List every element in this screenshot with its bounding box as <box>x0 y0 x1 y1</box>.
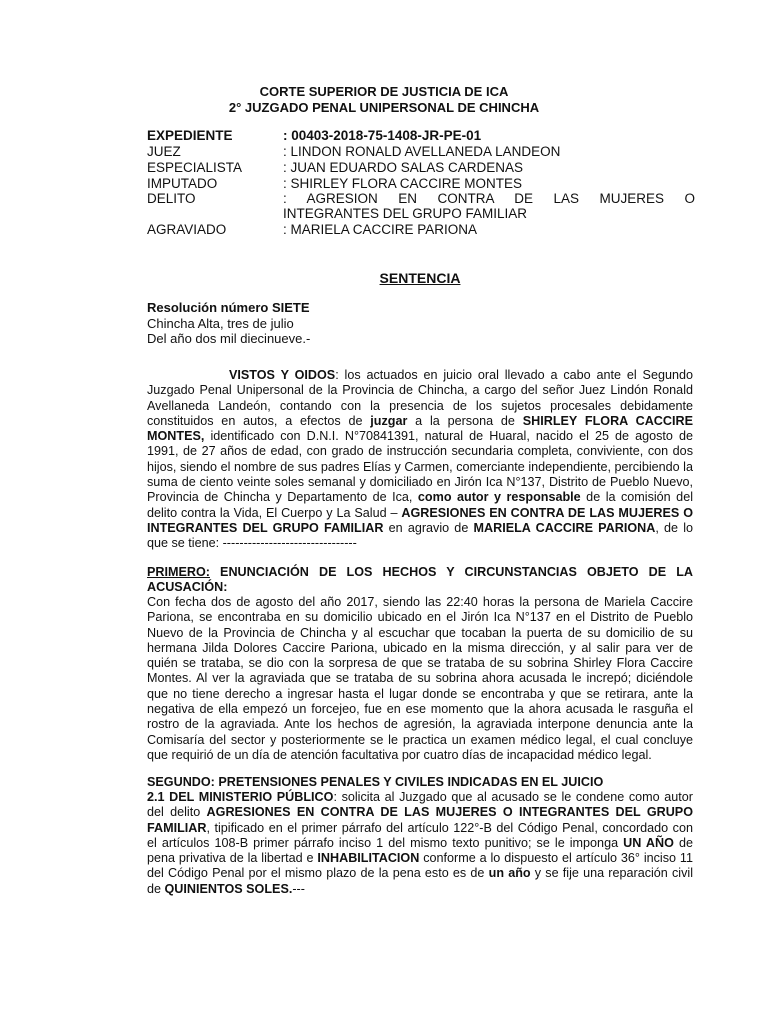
segundo-crime-name: AGRESIONES EN CONTRA DE LAS MUJERES O INTEGRANTES DEL GRUPO FAMILIAR <box>147 805 693 835</box>
segundo-text-2: , tipificado en el primer párrafo del artículo 122°-B del Código Penal, concordado con el artículos 108-B primer párrafo inciso 1 del mismo texto punitivo; se le imponga <box>147 820 693 850</box>
juez-value: : LINDON RONALD AVELLANEDA LANDEON <box>283 144 561 159</box>
especialista-value: : JUAN EDUARDO SALAS CARDENAS <box>283 160 524 175</box>
vistos-lead: VISTOS Y OIDOS <box>229 368 336 382</box>
vistos-text-3: identificado con D.N.I. N°70841391, natural de Huaral, nacido el 25 de agosto de 1991, de 27 años de edad, con grado de instrucción secundaria completa, conviviente, con dos hijos, siendo el nombre de sus padres Elías y Carmen, comerciante independiente, percibiendo la suma de ciento veinte soles semanal y domiciliado en Jirón Ica N°137, Distrito de Pueblo Nuevo, Provincia de Chincha y Departamento de Ica, <box>147 429 693 505</box>
segundo-text-6: --- <box>292 881 305 896</box>
vistos-text-2: a la persona de <box>407 413 523 428</box>
primero-heading-text: ENUNCIACIÓN DE LOS HECHOS Y CIRCUNSTANCIAS OBJETO DE LA ACUSACIÓN: <box>147 565 693 595</box>
segundo-inhabilitacion: INHABILITACION <box>317 851 420 866</box>
delito-value-line2: INTEGRANTES DEL GRUPO FAMILIAR <box>283 206 528 221</box>
segundo-term: un año <box>488 866 531 881</box>
vistos-paragraph <box>147 368 693 552</box>
vistos-victim-name: MARIELA CACCIRE PARIONA <box>473 520 656 535</box>
segundo-paragraph <box>147 790 693 897</box>
vistos-crime-name: AGRESIONES EN CONTRA DE LAS MUJERES O INTEGRANTES DEL GRUPO FAMILIAR <box>147 505 693 535</box>
primero-paragraph: Con fecha dos de agosto del año 2017, siendo las 22:40 horas la persona de Mariela Caccire Pariona, se encontraba en su domicilio ubicado en el Jirón Ica N°137 en el Distrito de Pueblo Nuevo de la Provincia de Chincha y al escuchar que tocaban la puerta de su domicilio de su hermana Jilda Dolores Caccire Pariona, ubicado en la misma dirección, y al salir para ver de quién se trataba, se dio con la sorpresa de que se trataba de su sobrina Shirley Flora Caccire Montes. Al ver la agraviada que se trataba de su sobrina ahora acusada le increpó; diciéndole que no tiene derecho a ingresar hasta el lugar donde se encontraba y que se retirara, ante la negativa de ella empezó un forcejeo, fue en ese momento que la ahora acusada le rasguña el rostro de la agraviada. Ante los hechos de agresión, la agraviada interpone denuncia ante la Comisaría del sector y posteriormente se le practica un examen médico legal, el cual concluye que requirió de un día de atención facultativa por cuatro días de incapacidad médico legal. <box>147 595 693 762</box>
document-title: SENTENCIA <box>379 270 461 286</box>
court-division: 2° JUZGADO PENAL UNIPERSONAL DE CHINCHA <box>228 100 540 115</box>
segundo-subheading: 2.1 DEL MINISTERIO PÚBLICO <box>147 790 334 804</box>
segundo-penalty: UN AÑO <box>623 835 674 850</box>
expediente-value: : 00403-2018-75-1408-JR-PE-01 <box>283 128 482 143</box>
vistos-bold-autor: como autor y responsable <box>417 490 581 505</box>
segundo-text-4: conforme a lo dispuesto el artículo 36° inciso 11 del Código Penal por el mismo plazo de la pena esto es de <box>147 851 693 881</box>
primero-heading <box>147 565 693 596</box>
primero-label: PRIMERO: <box>147 565 210 579</box>
vistos-text-6: , de lo que se tiene: -------------------------------- <box>147 520 693 551</box>
segundo-text-5: y se fije una reparación civil de <box>147 866 693 896</box>
delito-label: DELITO <box>147 191 196 206</box>
segundo-text-3: de pena privativa de la libertad e <box>147 835 693 866</box>
resolution-number: Resolución número SIETE <box>147 300 310 315</box>
vistos-bold-juzgar: juzgar <box>370 413 408 428</box>
delito-value-line1: : AGRESION EN CONTRA DE LAS MUJERES O <box>283 191 695 206</box>
imputado-label: IMPUTADO <box>147 176 218 191</box>
header-delito <box>147 191 695 223</box>
vistos-defendant-name: SHIRLEY FLORA CACCIRE MONTES, <box>147 413 693 444</box>
resolution-year: Del año dos mil diecinueve.- <box>147 331 311 346</box>
vistos-text-4: de la comisión del delito contra la Vida, El Cuerpo y La Salud – <box>147 490 693 520</box>
segundo-reparation-amount: QUINIENTOS SOLES. <box>164 881 293 896</box>
vistos-text-1: : los actuados en juicio oral llevado a cabo ante el Segundo Juzgado Penal Unipersonal de la Provincia de Chincha, a cargo del señor Juez Lindón Ronald Avellaneda Landeón, contando con la presencia de los sujetos procesales debidamente constituidos en autos, a efectos de <box>147 368 693 428</box>
resolution-place-date: Chincha Alta, tres de julio <box>147 316 294 331</box>
court-name: CORTE SUPERIOR DE JUSTICIA DE ICA <box>259 84 509 99</box>
agraviado-value: : MARIELA CACCIRE PARIONA <box>283 222 478 237</box>
agraviado-label: AGRAVIADO <box>147 222 227 237</box>
segundo-text-1: : solicita al Juzgado que al acusado se le condene como autor del delito <box>147 790 693 820</box>
expediente-label: EXPEDIENTE <box>147 128 233 143</box>
segundo-heading: SEGUNDO: PRETENSIONES PENALES Y CIVILES INDICADAS EN EL JUICIO <box>147 775 604 789</box>
juez-label: JUEZ <box>147 144 181 159</box>
imputado-value: : SHIRLEY FLORA CACCIRE MONTES <box>283 176 523 191</box>
vistos-text-5: en agravio de <box>383 520 474 535</box>
especialista-label: ESPECIALISTA <box>147 160 243 175</box>
